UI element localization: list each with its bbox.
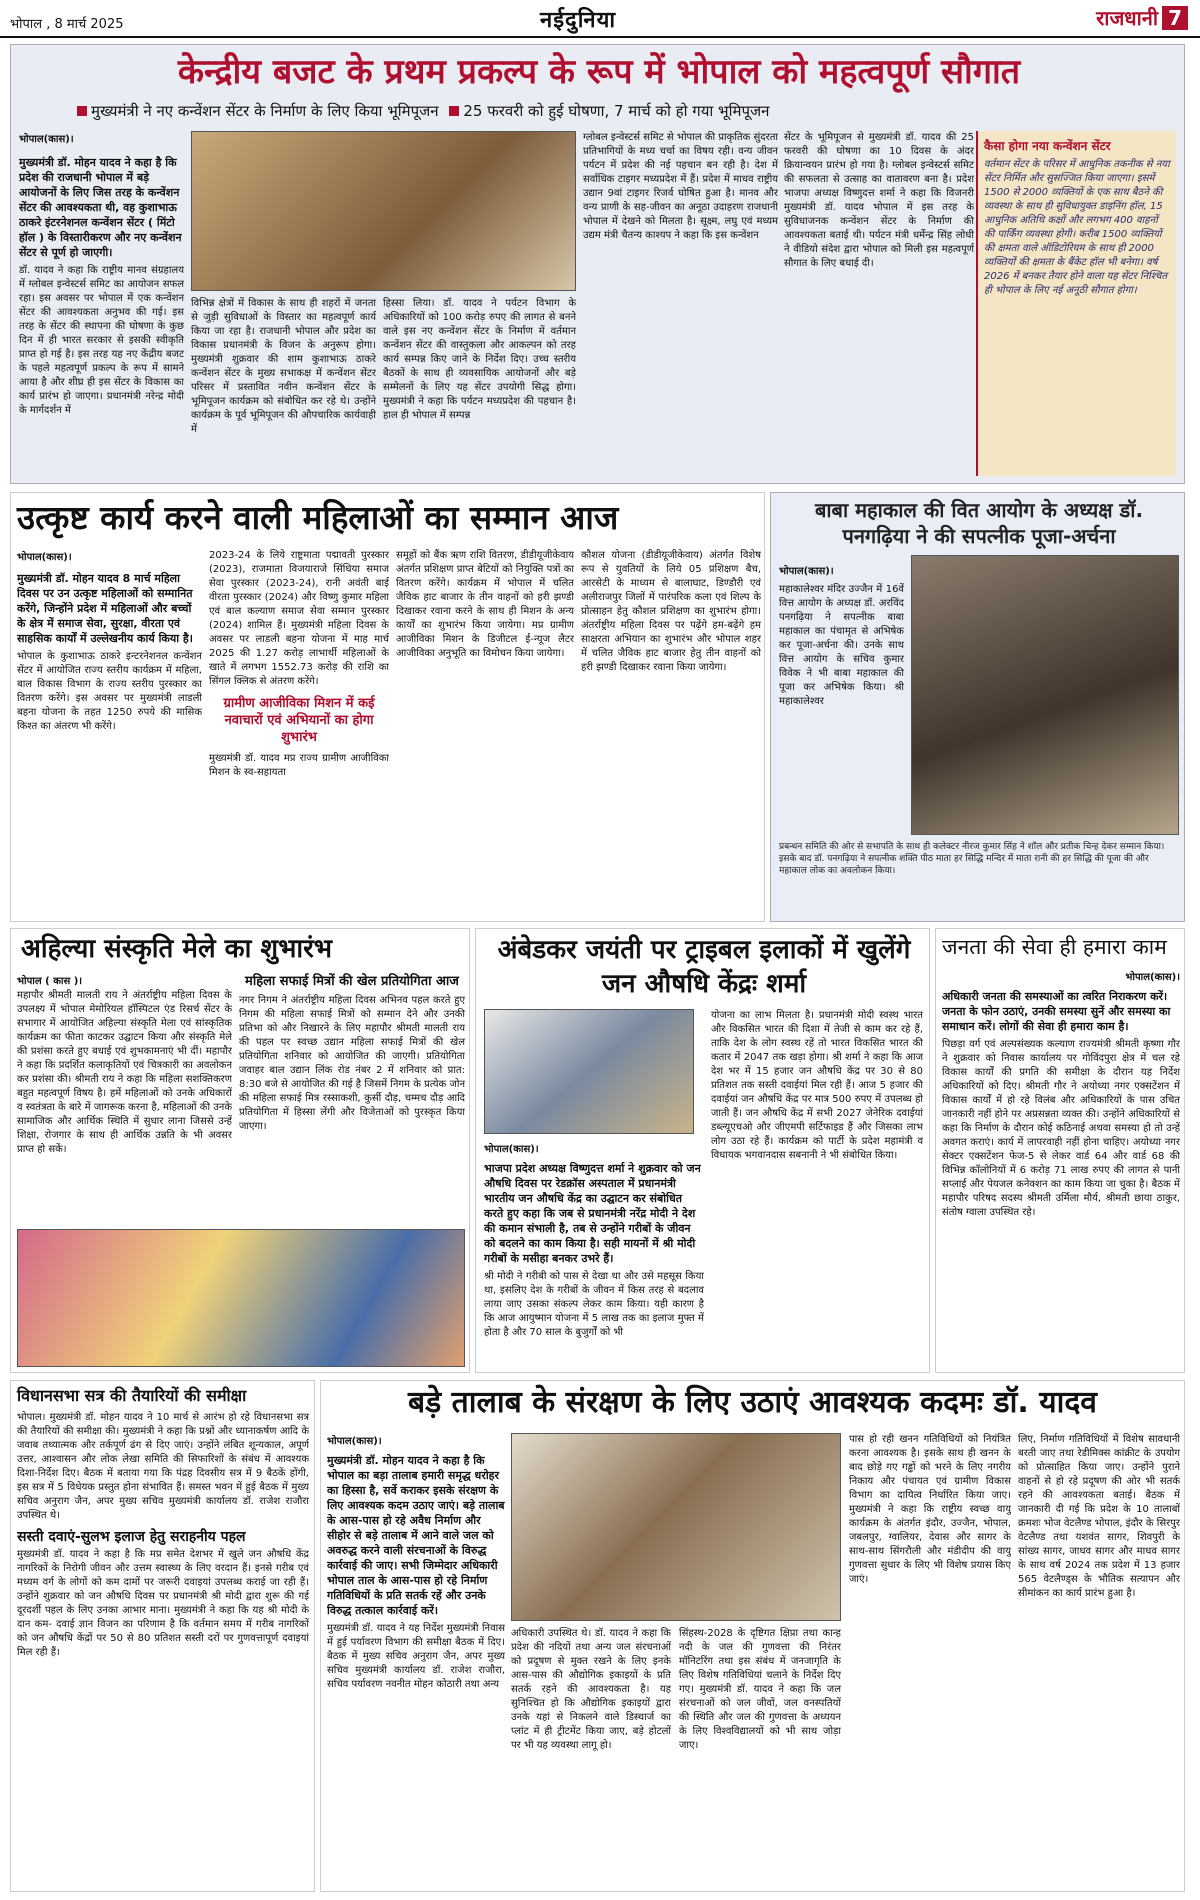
bullet-icon [77, 106, 87, 116]
ambedkar-body-2: योजना का लाभ मिलता है। प्रधानमंत्री मोदी स्वस्थ भारत और विकसित भारत की दिशा में तेजी से काम कर रहे हैं, ताकि देश के लोग स्वस्थ रहें तो भारत विकसित भारत की कतार में 2047 तक खड़ा होगा। श्री शर्मा ने कहा कि आज देश भर में 15 हजार जन औषधि केंद्र पर 30 से 80 प्रतिशत तक सस्ती दवाईयां मिल रही हैं। आज 5 हजार की दवाईयां जन औषधि केंद्र पर मात्र 500 रुपए में उपलब्ध हो जाती हैं। जन औषधि केंद्र में सभी 2027 जेनेरिक दवाईयां डब्ल्यूएचओ और जीएमपी सर्टिफाइड हैं और जिसका लाभ लोग उठा रहे हैं। कार्यक्रम को पार्टी के प्रदेश महामंत्री व विधायक भगवानदास सबनानी ने भी संबोधित किया। [711, 1010, 923, 1161]
pharmacy-photo [484, 1009, 694, 1134]
page-number: 7 [1162, 6, 1188, 30]
talab-body-4: पास हो रही खनन गतिविधियों को नियंत्रित करना आवश्यक है। इसके साथ ही खनन के बाद छोड़े गए गड्ढों को भरने के लिए नगरीय निकाय और पंचायत एवं ग्रामीण विकास विभाग का दायित्व निर्धारित किया जाए। मुख्यमंत्री ने कहा कि राष्ट्रीय स्वच्छ वायु कार्यक्रम के अंतर्गत इंदौर, उज्जैन, भोपाल, जबलपुर, ग्वालियर, देवास और सागर के साथ-साथ सिंगरौली और मंडीदीप की वायु गुणवत्ता सुधार के लिए भी विशेष प्रयास किए जाएं। [849, 1434, 1011, 1585]
lead-body-5: सेंटर के भूमिपूजन से मुख्यमंत्री डॉ. यादव की 25 फरवरी की घोषणा का 10 दिवस के अंदर क्रियान्वयन प्रारंभ हो गया है। ग्लोबल इन्वेस्टर्स समिट की सफलता से उत्साह का वातावरण बना है। प्रदेश भाजपा अध्यक्ष विष्णुदत्त शर्मा ने कहा कि विजनरी मुख्यमंत्री डॉ. यादव भोपाल में इस तरह के सुविधाजनक कन्वेंशन सेंटर के निर्माण की आवश्यकता बताई थी। पर्यटन मंत्री धर्मेन्द्र सिंह लोधी ने वीडियो संदेश द्वारा भोपाल को मिली इस महत्वपूर्ण सौगात के लिए बधाई दी। [784, 132, 974, 269]
ahilya-headline: अहिल्या संस्कृति मेले का शुभारंभ [21, 934, 333, 964]
vidhansabha-subhead: सस्ती दवाएं-सुलभ इलाज हेतु सराहनीय पहल [17, 1529, 246, 1545]
fair-photo [17, 1229, 465, 1367]
ahilya-story [10, 928, 470, 1373]
newspaper-logo: नईदुनिया [540, 7, 617, 33]
ahilya-subhead: महिला सफाई मित्रों की खेल प्रतियोगिता आज [245, 974, 459, 989]
janta-intro: अधिकारी जनता की समस्याओं का त्वरित निराकरण करें। जनता के फोन उठाएं, उनकी समस्या सुनें और समस्या का समाधान करें। लोगों की सेवा ही हमारा काम है। [942, 990, 1171, 1033]
talab-story [320, 1380, 1185, 1892]
women-dateline: भोपाल(कास)। [17, 552, 72, 563]
women-col-2 [209, 549, 389, 917]
janta-col [942, 969, 1180, 1369]
lead-subheads [71, 101, 1071, 121]
vidhansabha-story [10, 1380, 315, 1892]
vidhansabha-body-2: मुख्यमंत्री डॉ. यादव ने कहा है कि मप्र समेत देशभर में खुले जन औषधि केंद्र नागरिकों के निरोगी जीवन और उत्तम स्वास्थ्य के लिए वरदान हैं। इनसे गरीब एवं मध्यम वर्ग के लोगों को कम दामों पर जरूरी दवाइयां उपलब्ध कराई जा रही हैं। उन्होंने शुक्रवार को जन औषधि दिवस पर प्रधानमंत्री श्री मोदी द्वारा शुरू की गई दूरदर्शी पहल के लिए उनका आभार माना। मुख्यमंत्री ने कहा कि यह श्री मोदी के दान कम- दवाई ज्ञान विजन का परिणाम है कि वर्तमान समय में गरीब नागरिकों को जन औषधि केंद्रों पर 50 से 80 प्रतिशत सस्ती दरों पर गुणवत्तापूर्ण दवाइयां मिल रही हैं। [17, 1549, 309, 1658]
women-body-2: 2023-24 के लिये राष्ट्रमाता पद्मावती पुरस्कार (2023), राजमाता विजयाराजे सिंधिया समाज सेवा पुरस्कार (2023-24), रानी अवंती बाई वीरता पुरस्कार (2024) और विष्णु कुमार महिला एवं बाल कल्याण समाज सेवा सम्मान पुरस्कार (2024) शामिल हैं। मुख्यमंत्री महिला दिवस के अवसर पर लाडली बहना योजना में माह मार्च 2025 की 1.27 करोड़ लाभार्थी महिलाओं के खाते में लगभग 1552.73 करोड़ की राशि का सिंगल क्लिक से अंतरण करेंगे। [209, 550, 389, 687]
sidebar-text: वर्तमान सेंटर के परिसर में आधुनिक तकनीक से नया सेंटर निर्मित और सुसज्जित किया जाएगा। इसमें 1500 से 2000 व्यक्तियों के एक साथ बैठने की व्यवस्था के साथ ही सुविधायुक्त डाइनिंग हॉल, 15 आधुनिक अतिथि कक्षों और लगभग 400 वाहनों की पार्किंग व्यवस्था होगी। करीब 1500 व्यक्तियों की क्षमता वाले ऑडिटोरियम के साथ ही 2000 व्यक्तियों की क्षमता के बैंकेट हॉल भी बनेगा। वर्ष 2026 में बनकर तैयार होने वाला यह सेंटर निश्चित ही भोपाल के लिए नई अनूठी सौगात होगा। [984, 159, 1170, 296]
section-name: राजधानी [1096, 6, 1159, 30]
vidhansabha-headline: विधानसभा सत्र की तैयारियों की समीक्षा [17, 1386, 247, 1405]
talab-headline: बड़े तालाब के संरक्षण के लिए उठाएं आवश्यक कदमः डॉ. यादव [408, 1385, 1097, 1420]
talab-body-1: मुख्यमंत्री डॉ. यादव ने यह निर्देश मुख्यमंत्री निवास में हुई पर्यावरण विभाग की समीक्षा बैठक में दिए। बैठक में मुख्य सचिव अनुराग जैन, अपर मुख्य सचिव मुख्यमंत्री कार्यालय डॉ. राजेश राजौरा, सचिव पर्यावरण नवनीत मोहन कोठारी तथा अन्य [327, 1623, 505, 1690]
ambedkar-dateline: भोपाल(कास)। [484, 1144, 539, 1155]
ahilya-body-1: महापौर श्रीमती मालती राय ने अंतर्राष्ट्रीय महिला दिवस के उपलक्ष्य में भोपाल मेमोरियल हॉस्पिटल एंड रिसर्च सेंटर के सभागार में आयोजित अहिल्या संस्कृति मेला एवं सांस्कृतिक कार्यक्रम का फीता काटकर उद्घाटन किया और संस्कृति मेले की प्रशंसा करते हुए बधाई एवं शुभकामनाएं भी दीं। महापौर ने कहा कि प्रदर्शित कलाकृतियों एवं चित्रकारी का अवलोकन कर प्रशंसा की। श्रीमती राय ने कहा कि महिला सशक्तिकरण बहुत महत्वपूर्ण विषय है। हमें महिलाओं को उनके अधिकारों व स्वतंत्रता के बारे में जागरूक करना है, महिलाओं की उनके सामाजिक और आर्थिक स्थिति में सुधार लाना जिससे उन्हें शिक्षा, रोजगार के साथ ही आर्थिक उन्नति के भी अवसर प्राप्त हो सकें। [17, 990, 232, 1155]
meeting-photo [511, 1433, 841, 1621]
women-headline: उत्कृष्ट कार्य करने वाली महिलाओं का सम्मान आज [17, 498, 619, 537]
ambedkar-body-1: श्री मोदी ने गरीबी को पास से देखा था और उसे महसूस किया था, इसलिए देश के गरीबों के जीवन में किस तरह से बदलाव लाया जाए उसका संकल्प लेकर काम किया। यही कारण है कि आज आयुष्मान योजना में 5 लाख तक का इलाज मुफ्त में होता है और 70 साल के बुजुर्गों को भी [484, 1271, 704, 1338]
talab-intro: मुख्यमंत्री डॉ. मोहन यादव ने कहा है कि भोपाल का बड़ा तालाब हमारी समृद्ध धरोहर का हिस्सा है, सर्वे कराकर इसके संरक्षण के लिए आवश्यक कदम उठाए जाएं। बड़े तालाब के आस-पास हो रहे अवैध निर्माण और सीहोर से बड़े तालाब में आने वाले जल को अवरुद्ध करने वाली संरचनाओं के विरुद्ध कार्रवाई की जाए। सभी जिम्मेदार अधिकारी भोपाल ताल के आस-पास हो रहे निर्माण गतिविधियों के प्रति सतर्क रहें और उनके विरुद्ध तत्काल कार्रवाई करें। [327, 1454, 505, 1617]
women-subhead: ग्रामीण आजीविका मिशन में कई नवाचारों एवं अभियानों का होगा शुभारंभ [223, 696, 375, 745]
mahakal-dateline: भोपाल(कास)। [779, 566, 834, 577]
lead-col-1 [19, 131, 184, 476]
mahakal-story [770, 492, 1185, 922]
ambedkar-story [475, 928, 930, 1373]
ahilya-dateline: भोपाल ( कास )। [17, 976, 83, 987]
lead-body-2: विभिन्न क्षेत्रों में विकास के साथ ही शहरों में जनता से जुड़ी सुविधाओं के विस्तार का महत्वपूर्ण कार्य किया जा रहा है। राजधानी भोपाल और प्रदेश का विकास प्रधानमंत्री के विजन के अनुरूप होगा। मुख्यमंत्री शुक्रवार की शाम कुशाभाऊ ठाकरे कन्वेंशन सेंटर के मुख्य सभाकक्ष में कन्वेंशन सेंटर परिसर में प्रस्तावित नवीन कन्वेंशन सेंटर के भूमिपूजन कार्यक्रम को संबोधित कर रहे थे। उन्होंने कार्यक्रम के पूर्व भूमिपूजन की औपचारिक कार्यवाही में [191, 298, 376, 435]
lead-sub1: मुख्यमंत्री ने नए कन्वेंशन सेंटर के निर्माण के लिए किया भूमिपूजन [91, 102, 439, 120]
women-body-2b: मुख्यमंत्री डॉ. यादव मप्र राज्य ग्रामीण आजीविका मिशन के स्व-सहायता [209, 753, 389, 778]
women-story [10, 492, 765, 922]
janta-body: पिछड़ा वर्ग एवं अल्पसंख्यक कल्याण राज्यमंत्री श्रीमती कृष्णा गौर ने शुक्रवार को निवास कार्यालय पर गोविंदपुरा क्षेत्र में चल रहे विकास कार्यों की प्रगति की समीक्षा के दौरान यह निर्देश अधिकारियों को दिए। श्रीमती गौर ने अयोध्या नगर एक्सटेंशन में विकास कार्यों में हो रहे विलंब और अधिकारियों के पास उचित जानकारी नहीं होने पर अप्रसन्नता व्यक्त की। उन्होंने अधिकारियों से कहा कि निर्माण के दौरान कोई कठिनाई अथवा समस्या हो तो उन्हें अवगत कराएं। कार्य में लापरवाही नहीं होना चाहिए। अयोध्या नगर सेक्टर एक्सटेंशन फेज-5 से लेकर वार्ड 64 और वार्ड 68 की विभिन्न कॉलोनियों में 6 करोड़ 71 लाख रुपए की लागत से पानी सप्लाई और पेयजल कनेक्शन का काम किया जा चुका है। बैठक में महापौर परिषद सदस्य श्रीमती उर्मिला मौर्य, श्रीमती छाया ठाकुर, संतोष ग्वाला उपस्थित रहे। [942, 1039, 1180, 1218]
janta-headline: जनता की सेवा ही हमारा काम [942, 935, 1167, 959]
temple-photo [911, 555, 1179, 835]
lead-body-4: ग्लोबल इन्वेस्टर्स समिट से भोपाल की प्राकृतिक सुंदरता प्रतिभागियों के मध्य चर्चा का विषय रही। वन्य जीवन पर्यटन में प्रदेश की नई पहचान बन रही है। देश में सर्वाधिक टाइगर मध्यप्रदेश में हैं। प्रदेश में माधव राष्ट्रीय उद्यान 9वां टाइगर रिजर्व घोषित हुआ है। मानव और वन्य प्राणी के सह-जीवन का अनूठा उदाहरण राजधानी भोपाल में देखने को मिलता है। सूक्ष्म, लघु एवं मध्यम उद्यम मंत्री चैतन्य काश्यप ने कहा कि इस कन्वेंशन [583, 132, 778, 241]
lead-body-3: हिस्सा लिया। डॉ. यादव ने पर्यटन विभाग के अधिकारियों को 100 करोड़ रुपए की लागत से बनने वाले इस नए कन्वेंशन सेंटर के निर्माण में वर्तमान कन्वेंशन सेंटर की वास्तुकला और आकल्पन को तरह कार्य सम्पन्न किए जाने के निर्देश दिए। उच्च स्तरीय बैठकों के साथ ही व्यवसायिक आयोजनों और बड़े सम्मेलनों के लिए यह सेंटर उपयोगी सिद्ध होगा। मुख्यमंत्री ने कहा कि पर्यटन मध्यप्रदेश की पहचान है। हाल ही भोपाल में सम्पन्न [383, 298, 576, 421]
talab-body-2: अधिकारी उपस्थित थे। डॉ. यादव ने कहा कि प्रदेश की नदियों तथा अन्य जल संरचनाओं को प्रदूषण से मुक्त रखने के लिए इनके आस-पास की औद्योगिक इकाइयों के प्रति सतर्क रहने की आवश्यकता है। यह सुनिश्चित हो कि औद्योगिक इकाइयों द्वारा उनके यहां से निकलने वाले डिस्चार्ज का प्लांट में ही ट्रीटमेंट किया जाए, बड़े होटलों पर भी यह व्यवस्था लागू हो। [511, 1628, 671, 1751]
talab-col-1 [327, 1433, 505, 1888]
talab-body-5: लिए, निर्माण गतिविधियों में विशेष सावधानी बरती जाए तथा रेडीमिक्स कांक्रीट के उपयोग को प्रोत्साहित किया जाए। उन्होंने पुराने वाहनों से हो रहे प्रदूषण की ओर भी सतर्क रहने की आवश्यकता बताई। बैठक में जानकारी दी गई कि प्रदेश के 10 तालाबों क्रमशः भोज वेटलैण्ड भोपाल, इंदौर के सिरपुर वेटलैण्ड तथा यशवंत सागर, शिवपुरी के सांख्य सागर, जाधव सागर और माधव सागर के साथ वर्ष 2024 तक प्रदेश में 13 हजार 565 वेटलैण्ड्स के भौतिक सत्यापन और सीमांकन का कार्य प्रारंभ हुआ है। [1018, 1434, 1180, 1599]
women-body-1: भोपाल के कुशाभाऊ ठाकरे इन्टरनेशनल कन्वेंशन सेंटर में आयोजित राज्य स्तरीय कार्यक्रम में महिला, बाल विकास विभाग के राज्य स्तरीय पुरस्कार का वितरण करेंगे। इस अवसर पर मुख्यमंत्री लाडली बहना योजना के तहत 1250 रुपये की मासिक किश्त का अंतरण भी करेंगे। [17, 651, 202, 732]
women-body-4: कौशल योजना (डीडीयूजीकेवाय) अंतर्गत विशेष रूप से युवतियों के लिये 05 प्रशिक्षण बैच, आरसेटी के माध्यम से बालाघाट, डिण्डौरी एवं अलीराजपुर जिलों में पारंपरिक कला एवं शिल्प के प्रोत्साहन हेतु कौशल प्रशिक्षण का शुभारंभ होगा। अंतर्राष्ट्रीय महिला दिवस पर पढ़ेंगे हम-बढ़ेंगे हम साक्षरता अभियान का शुभारंभ और भोपाल शहर में चलित जैविक हाट बाजार हेतु तीन वाहनों को हरी झण्डी दिखाकर रवाना किया जायेगा। [581, 550, 761, 673]
vidhansabha-col [17, 1411, 309, 1887]
masthead [0, 0, 1200, 38]
bullet-icon [449, 106, 459, 116]
lead-dateline: भोपाल(कास)। [19, 134, 74, 145]
women-col-1 [17, 549, 202, 917]
lead-body-1: डॉ. यादव ने कहा कि राष्ट्रीय मानव संग्रहालय में ग्लोबल इन्वेस्टर्स समिट का आयोजन सफल रहा। इस अवसर पर भोपाल में एक कन्वेंशन सेंटर की आवश्यकता अनुभव की गई। इस तरह के सेंटर की स्थापना की घोषणा के कुछ दिन में ही भारत सरकार से इसकी स्वीकृति प्राप्त हो गई है। इस तरह यह नए केंद्रीय बजट के पहले महत्वपूर्ण प्रकल्प के रूप में सामने आया है और शीघ्र ही इस सेंटर के विकास का कार्य प्रारंभ हो जाएगा। प्रधानमंत्री नरेन्द्र मोदी के मार्गदर्शन में [19, 265, 184, 416]
lead-sub2: 25 फरवरी को हुई घोषणा, 7 मार्च को हो गया भूमिपूजन [463, 102, 770, 120]
vidhansabha-body: भोपाल। मुख्यमंत्री डॉ. मोहन यादव ने 10 मार्च से आरंभ हो रहे विधानसभा सत्र की तैयारियों की समीक्षा की। मुख्यमंत्री ने कहा कि प्रश्नों और ध्यानाकर्षण आदि के जवाब तथ्यात्मक और तर्कपूर्ण ढंग से दिए जाएं। उन्होंने लंबित शून्यकाल, अपूर्ण उत्तर, आश्वासन और लोक लेखा समिति की सिफारिशों के संबंध में आवश्यक दिशा-निर्देश दिए। बैठक में बताया गया कि पंद्रह दिवसीय सत्र में 9 बैठकें होंगी, इस सत्र में 5 विधेयक प्रस्तुत होना संभावित हैं। समस्त भवन में हुई बैठक में मुख्य सचिव अनुराग जैन, अपर मुख्य सचिव मुख्यमंत्री कार्यालय डॉ. राजेश राजौरा उपस्थित थे। [17, 1412, 309, 1521]
ahilya-col-2 [239, 973, 465, 1223]
mahakal-caption: प्रबन्धन समिति की ओर से सभापति के साथ ही कलेक्टर नीरज कुमार सिंह ने शॉल और प्रतीक चिन्ह देकर सम्मान किया। इसके बाद डॉ. पनगढ़िया ने सपत्नीक शक्ति पीठ माता हर सिद्धि मन्दिर में माता रानी की हर सिद्धि की पूजा की और महाकाल लोक का अवलोकन किया। [779, 842, 1165, 876]
lead-intro: मुख्यमंत्री डॉ. मोहन यादव ने कहा है कि प्रदेश की राजधानी भोपाल में बड़े आयोजनों के लिए जिस तरह के कन्वेंशन सेंटर की आवश्यकता थी, वह कुशाभाऊ ठाकरे इंटरनेशनल कन्वेंशन सेंटर ( मिंटो हॉल ) के विस्तारीकरण और नए कन्वेंशन सेंटर से पूर्ण हो जाएगी। [19, 156, 182, 259]
dateline: भोपाल , 8 मार्च 2025 [10, 17, 124, 32]
women-body-3: समूहों को बैंक ऋण राशि वितरण, डीडीयूजीकेवाय अंतर्गत प्रशिक्षण प्राप्त बेटियों को नियुक्ति पत्रों का वितरण करेंगे। कार्यक्रम में भोपाल में चलित जैविक हाट बाजार के तीन वाहनों को हरी झण्डी दिखाकर रवाना करने के साथ ही मिशन के अन्य कार्यों का शुभारंभ किया जायेगा। मप्र ग्रामीण आजीविका मिशन के डिजीटल ई-न्यूज लैटर आजीविका अनुभूति का विमोचन किया जायेगा। [396, 550, 574, 659]
lead-story [10, 44, 1185, 484]
talab-dateline: भोपाल(कास)। [327, 1436, 382, 1447]
mahakal-body: महाकालेश्वर मंदिर उज्जैन में 16वें वित्त आयोग के अध्यक्ष डॉ. अरविंद पनगढ़िया ने सपत्नीक बाबा महाकाल का पंचामृत से अभिषेक कर पूजा-अर्चना की। उनके साथ वित्त आयोग के सचिव कुमार विवेक ने भी बाबा महाकाल की पूजा कर अभिषेक किया। श्री महाकालेश्वर [779, 584, 904, 707]
ceremony-photo [191, 131, 576, 291]
women-intro: मुख्यमंत्री डॉ. मोहन यादव 8 मार्च महिला दिवस पर उन उत्कृष्ट महिलाओं को सम्मानित करेंगे, जिन्होंने प्रदेश में महिलाओं और बच्चों के क्षेत्र में समाज सेवा, सुरक्षा, वीरता एवं साहसिक कार्यों में उल्लेखनीय कार्य किया है। [17, 572, 193, 645]
ahilya-body-2: नगर निगम ने अंतर्राष्ट्रीय महिला दिवस अभिनव पहल करते हुए निगम की महिला सफाई मित्रों को सम्मान देने और उनकी प्रतिभा को और निखारने के लिए महापौर श्रीमती मालती राय की पहल पर स्वच्छ उद्यान महिला सफाई मित्रों की खेल प्रतियोगिता शनिवार को आयोजित की जाएगी। प्रतियोगिता जवाहर बाल उद्यान लिंक रोड नंबर 2 में शनिवार को प्रात: 8:30 बजे से आयोजित की गई है जिसमें निगम के प्रत्येक जोन की महिला सफाई मित्र रस्साकशी, कुर्सी दौड़, चम्मच दौड़ आदि प्रतियोगिता में हिस्सा लेंगी और विजेताओं को पुरस्कृत किया जाएगा। [239, 995, 465, 1132]
sidebar-title: कैसा होगा नया कन्वेंशन सेंटर [984, 139, 1111, 153]
ambedkar-intro: भाजपा प्रदेश अध्यक्ष विष्णुदत्त शर्मा ने शुक्रवार को जन औषधि दिवस पर रेडक्रॉस अस्पताल में प्रधानमंत्री भारतीय जन औषधि केंद्र का उद्घाटन कर संबोधित करते हुए कहा कि जब से प्रधानमंत्री नरेंद्र मोदी ने देश की कमान संभाली है, तब से उन्होंने गरीबों के जीवन को बदलने का काम किया है। सही मायनों में श्री मोदी गरीबों के मसीहा बनकर उभरे हैं। [484, 1162, 701, 1265]
sidebar-convention-center [976, 131, 1176, 476]
janta-story [935, 928, 1185, 1373]
janta-dateline: भोपाल(कास)। [1125, 972, 1180, 983]
ahilya-col-1 [17, 973, 232, 1223]
section-label [1096, 4, 1188, 31]
ambedkar-headline: अंबेडकर जयंती पर ट्राइबल इलाकों में खुलेंगे जन औषधि केंद्रः शर्मा [497, 935, 911, 999]
ambedkar-col-1 [484, 1141, 704, 1369]
mahakal-col [779, 563, 904, 833]
talab-body-3: सिंहस्थ-2028 के दृष्टिगत क्षिप्रा तथा कान्ह नदी के जल की गुणवत्ता की निरंतर मॉनिटरिंग तथा इस संबंध में जनजागृति के लिए विशेष गतिविधियां चलाने के निर्देश दिए गए। मुख्यमंत्री डॉ. यादव ने कहा कि जल संरचनाओं को जल जीवों, जल वनस्पतियों की स्थिति और जल की गुणवत्ता के अध्ययन के लिए विश्वविद्यालयों को भी साथ जोड़ा जाए। [679, 1628, 841, 1751]
lead-headline: केन्द्रीय बजट के प्रथम प्रकल्प के रूप में भोपाल को महत्वपूर्ण सौगात [177, 52, 1021, 92]
mahakal-headline: बाबा महाकाल की वित आयोग के अध्यक्ष डॉ. पनगढ़िया ने की सपत्नीक पूजा-अर्चना [814, 498, 1144, 548]
